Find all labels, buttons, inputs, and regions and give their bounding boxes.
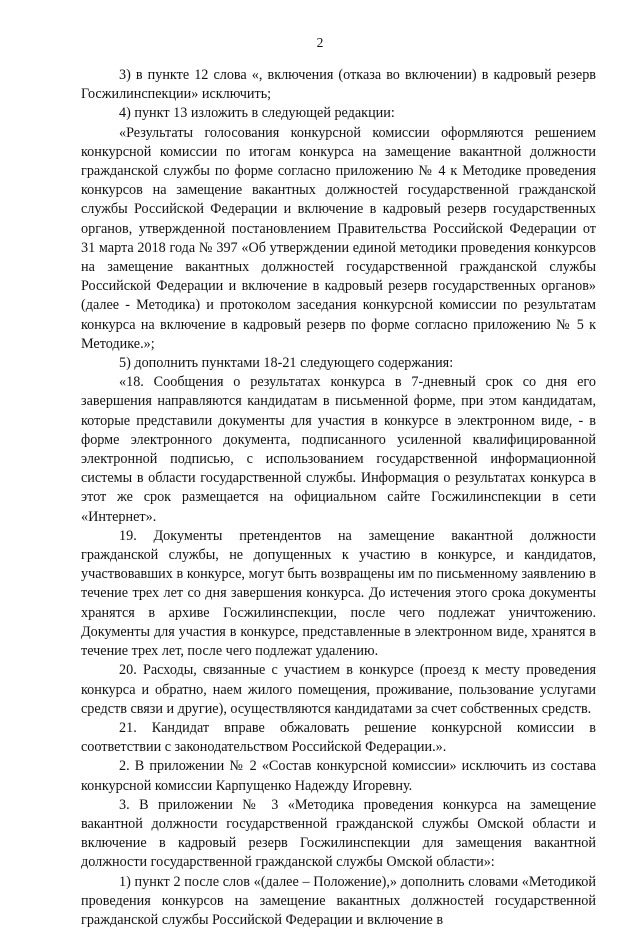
paragraph-point-18: «18. Сообщения о результатах конкурса в 7-дневный срок со дня его завершения направляются кандидатам в письменной форме, при этом кандидатам, которые представили документы для участия в конкурсе в электронном виде, - в форме электронного документа, подписанного усиленной квалифицированной электронной подписью, с использованием государственной информационной системы в области государственной службы. Информация о результатах конкурса в этот же срок размещается на официальном сайте Госжилинспекции в сети «Интернет». (81, 374, 596, 525)
paragraph-point-19: 19. Документы претендентов на замещение вакантной должности гражданской службы, не допущенных к участию в конкурсе, и кандидатов, участвовавших в конкурсе, могут быть возвращены им по письменному заявлению в течение трех лет со дня завершения конкурса. До истечения этого срока документы хранятся в архиве Госжилинспекции, после чего подлежат уничтожению. Документы для участия в конкурсе, представленные в электронном виде, хранятся в течение трех лет, после чего подлежат удалению. (81, 527, 596, 660)
page-number: 2 (316, 35, 324, 50)
paragraph-subitem-1: 1) пункт 2 после слов «(далее – Положение),» дополнить словами «Методикой проведения конкурсов на замещение вакантных должностей государственной гражданской службы Российской Федерации и включение в (81, 873, 596, 928)
document-body (81, 66, 596, 930)
paragraph-item-3: 3) в пункте 12 слова «, включения (отказа во включении) в кадровый резерв Госжилинспекции» исключить; (81, 67, 596, 103)
paragraph-point-21: 21. Кандидат вправе обжаловать решение конкурсной комиссии в соответствии с законодательством Российской Федерации.». (81, 719, 596, 756)
paragraph-item-4: 4) пункт 13 изложить в следующей редакции: (119, 105, 395, 122)
paragraph-appendix-2: 2. В приложении № 2 «Состав конкурсной комиссии» исключить из состава конкурсной комиссии Карпущенко Надежду Игоревну. (81, 758, 596, 794)
paragraph-item-13-text: «Результаты голосования конкурсной комиссии оформляются решением конкурсной комиссии по итогам конкурса на замещение вакантной должности гражданской службы по форме согласно приложению № 4 к Методике проведения конкурсов на замещение вакантных должностей государственной гражданской службы Российской Федерации и включение в кадровый резерв государственных органов, утвержденной постановлением Правительства Российской Федерации от 31 марта 2018 года № 397 «Об утверждении единой методики проведения конкурсов на замещение вакантных должностей государственной гражданской службы Российской Федерации и включение в кадровый резерв государственных органов» (далее - Методика) и протоколом заседания конкурсной комиссии по результатам конкурса на включение в кадровый резерв по форме согласно приложению № 5 к Методике.»; (81, 124, 596, 352)
paragraph-appendix-3: 3. В приложении № 3 «Методика проведения конкурса на замещение вакантной должности государственной гражданской службы Омской области и включение в кадровый резерв Госжилинспекции для замещения вакантной должности государственной гражданской службы Омской области»: (81, 796, 596, 871)
paragraph-item-5: 5) дополнить пунктами 18-21 следующего содержания: (119, 355, 454, 372)
paragraph-point-20: 20. Расходы, связанные с участием в конкурсе (проезд к месту проведения конкурса и обратно, наем жилого помещения, проживание, пользование услугами средств связи и другие), осуществляются кандидатами за счет собственных средств. (81, 662, 596, 717)
